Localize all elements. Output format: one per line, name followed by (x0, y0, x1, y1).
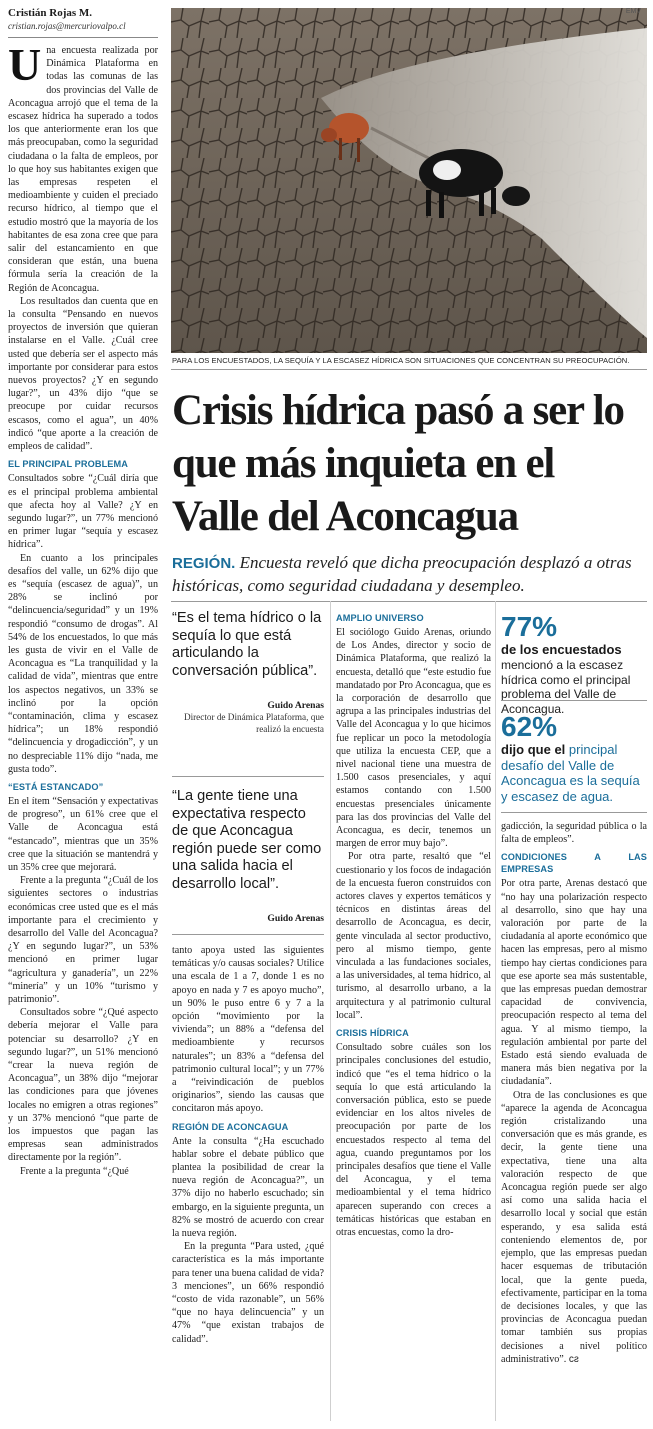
body-paragraph: Frente a la pregunta “¿Qué (20, 1165, 129, 1177)
body-paragraph: Ante la consulta “¿Ha escuchado hablar sobre el debate público que plantea la posibilidad de crear la nueva región de Aconcagua?”, un 37% dijo no haberlo escuchado; sin embargo, en la siguiente pregunta, un 82% se mostró de acuerdo con crear la nueva región. (172, 1135, 324, 1240)
headline: Crisis hídrica pasó a ser lo que más inquieta en el Valle del Aconcagua (172, 387, 624, 540)
body-paragraph: tanto apoya usted las siguientes temáticas y/o causas sociales? Utilice una escala de 1 a 7, donde 1 es no apoyo en nada y 7 es apoyo mucho”, un 90% le puso entre 6 y 7 a la opción “movimiento por la vivienda”; un 88% a “defensa del medioambiente y recursos naturales”; un 83% a “defensa del patrimonio cultural local”; y un 77% a “reivindicación de pueblos originarios”, siendo las causas que concitaron más apoyo. (172, 945, 324, 1115)
stat-description (501, 742, 647, 804)
body-paragraph (501, 1089, 647, 1366)
pull-quote-role: Director de Dinámica Plataforma, que realizó la encuesta (183, 712, 324, 734)
subheading-region-de-aconcagua: REGIÓN DE ACONCAGUA (172, 1121, 289, 1132)
column-divider (330, 601, 331, 1421)
quote-divider (172, 776, 324, 777)
caption-divider (171, 369, 647, 370)
column-divider (495, 601, 496, 1421)
lead-photo[interactable] (171, 8, 647, 353)
body-paragraph-text: Otra de las conclusiones es que “aparece la agenda de Aconcagua región cristalizando una conversación que es más grande, es decir, la gente tiene una expectativa, tiene una alta valoración respecto de que Aconcagua región puede ser algo así como una salida hacia el desarrollo local y social que están esperando, y esa salida está conteniendo elementos de, por ejemplo, que las empresas puedan hacer esquemas de tributación local, que la gente pueda, efectivamente, participar en la toma de decisiones locales, y que las provincias de Aconcagua puedan tomar también sus propias decisiones a nivel político administrativo”. (501, 1089, 647, 1365)
byline-divider (8, 37, 158, 38)
pull-quote-author: Guido Arenas (267, 913, 324, 924)
lead-paragraph-text: na encuesta realizada por Dinámica Plataforma en todas las comunas de las dos provincias del Valle de Aconcagua arrojó que el tema de la escasez hídrica ha superado a todos los que anteriormente eran los que más preocupaban, como la seguridad ciudadana o la falta de empleos, por lo que hoy sus habitantes exigen que las empresas respeten el medioambiente y cuiden el preciado recurso hídrico, al tiempo que el estudio mostró que la mayoría de los habitantes de esa zona cree que para salir del estancamiento en que consideran que están, una buena fórmula sería la creación de la Región de Aconcagua. (8, 45, 158, 294)
lead-paragraph (8, 44, 158, 295)
stat-box-2 (501, 712, 647, 804)
stat-divider (501, 700, 647, 701)
body-paragraph: Consultados sobre “¿Qué aspecto debería mejorar el Valle para potenciar su desarrollo? ¿Y en segundo lugar?”, un 51% mencionó “crear la nueva región de Aconcagua”, un 38% dijo “mejorar las condiciones para que jóvenes locales no emigren a otras regiones” y un 37% mencionó “que parte de los impuestos que pagan las empresas sean administrados directamente por la región”. (8, 1007, 158, 1164)
subheading-amplio-universo: AMPLIO UNIVERSO (336, 613, 424, 623)
deck (172, 552, 648, 597)
subheading-condiciones-empresas: CONDICIONES A LAS EMPRESAS (501, 852, 647, 875)
quote-divider (172, 934, 324, 935)
pull-quote-2 (172, 788, 324, 924)
article-column-1 (8, 6, 158, 1178)
body-paragraph: Consultados sobre “¿Cuál diría que es el principal problema ambiental que afecta hoy al Valle? ¿Y en segundo lugar?”, un 77% mencionó en primer lugar “sequía y escasez hídrica”. (8, 473, 158, 551)
body-paragraph: Consultado sobre cuáles son los principales conclusiones del estudio, indicó que “es el tema hídrico o la sequía lo que está articulando la conversación pública, esto se puede evidenciar en los altos niveles de preocupación por parte de los encuestados respecto al tema del agua, cuando preguntamos por los principales desafíos que tiene el Valle del Aconcagua, y el tema medioambiental y el tema hídrico aparecen superando con creces a temáticas históricas que estaban en otras encuestas, como la dro- (336, 1042, 491, 1238)
stat-description-text: principal desafío del Valle de Aconcagua es la sequía y escasez de agua. (501, 742, 640, 804)
deck-divider (171, 601, 647, 602)
subheading-esta-estancado: “ESTÁ ESTANCADO” (8, 781, 104, 792)
article-column-2 (172, 944, 324, 1346)
byline-name: Cristián Rojas M. (8, 7, 93, 19)
body-paragraph: Frente a la pregunta “¿Cuál de los siguientes sectores o industrias económicas cree usted que es el más importante para el crecimiento y desarrollo del Valle del Aconcagua? ¿Y en segundo lugar?”, un 53% mencionó en primer lugar “agricultura y ganadería”, un 22% “minería” y un 10% “turismo y patrimonio”. (8, 875, 158, 1006)
stat-value: 62% (501, 711, 558, 742)
stat-label: dijo que el (501, 742, 566, 757)
body-paragraph: El sociólogo Guido Arenas, oriundo de Los Andes, director y socio de Dinámica Plataforma, que realizó la encuesta, detalló que “este estudio fue mandatado por Pro Aconcagua, que es la corporación de desarrollo que agrupa a las principales industrias del Valle del Aconcagua y lo que hicimos fue replicar un poco la metodología que utiliza la encuesta CEP, que a nivel nacional tiene una muestra de 1.500 casos presenciales, y aquí estamos contando con 1.500 encuestas presenciales únicamente para las dos provincias del Valle del Aconcagua, es decir, tenemos un margen de error muy bajo”. (336, 627, 491, 850)
end-mark-icon: ᴄƨ (568, 1353, 579, 1365)
subheading-principal-problema: EL PRINCIPAL PROBLEMA (8, 459, 129, 470)
dropcap: U (8, 44, 42, 90)
deck-kicker: REGIÓN. (172, 555, 236, 572)
body-paragraph: En la pregunta “Para usted, ¿qué característica es la más importante para tener una buena calidad de vida? 3 menciones”, un 66% respondió “costo de vida razonable”, un 56% “que no haya delincuencia” y un 47% “que existan trabajos de calidad”. (172, 1241, 324, 1345)
article-column-3 (336, 612, 491, 1239)
photo-credit: EMV (625, 8, 641, 15)
article-column-4 (501, 820, 647, 1366)
body-paragraph: gadicción, la seguridad pública o la falta de empleos”. (501, 821, 647, 846)
body-paragraph: En el ítem “Sensación y expectativas de progreso”, un 61% cree que el Valle de Aconcagua está “estancado”, mientras que un 35% cree que la situación se mantendrá y un 35% cree que mejorará. (8, 795, 158, 873)
stat-label: de los encuestados (501, 642, 622, 657)
deck-text: Encuesta reveló que dicha preocupación desplazó a otras históricas, como seguridad ciudadana y desempleo. (172, 553, 632, 595)
body-paragraph: Los resultados dan cuenta que en la consulta “Pensando en nuevos proyectos de inversión que quieran instalarse en el Valle. ¿Cuál cree usted que debería ser el aspecto más importante por considerar para estos nuevos proyectos? ¿Y en segundo lugar?”, un 43% dijo “que se preocupe por cuidar recursos escasos, como el agua”, un 40% indicó “que aporte a la creación de empleos de calidad”. (8, 295, 158, 453)
pull-quote-1 (172, 610, 324, 735)
photo-illustration (171, 8, 647, 353)
body-paragraph: En cuanto a los principales desafíos del valle, un 62% dijo que es “sequía (escasez de agua)”, un 28% se inclinó por “delincuencia/seguridad” y un 19% respondió “consumo de drogas”. Al 54% de los encuestados, lo que más les gusta de vivir en el Valle de Aconcagua es “La tranquilidad y la calidad de vida”, mientras que entre los aspectos negativos, un 33% se inclinó por la opción “contaminación, clima y escasez hídrica”; un 18% respondió “delincuencia y drogadicción”, y un no despreciable 11% dijo “nada, me gusta todo”. (8, 552, 158, 775)
stat-value: 77% (501, 611, 558, 642)
photo-caption: PARA LOS ENCUESTADOS, LA SEQUÍA Y LA ESCASEZ HÍDRICA SON SITUACIONES QUE CONCENTRAN SU PREOCUPACIÓN. (172, 356, 630, 365)
body-paragraph: Por otra parte, resaltó que “el cuestionario y los focos de indagación de la encuesta fueron construidos con actores claves y expertos temáticos y técnicos en distintas áreas del desarrollo de Aconcagua, es decir, gente vinculada al sector productivo, pero al mismo tiempo, gente vinculada a las fundaciones sociales, a las universidades, al tema hídrico, al turismo, al desarrollo urbano, a la arquitectura y al patrimonio cultural local”. (336, 851, 491, 1021)
pull-quote-author: Guido Arenas (267, 700, 324, 711)
subheading-crisis-hidrica: CRISIS HÍDRICA (336, 1028, 409, 1039)
stat-description: mencionó a la escasez hídrica como el principal problema del Valle de Aconcagua. (501, 658, 631, 716)
pull-quote-text: “Es el tema hídrico o la sequía lo que está articulando la conversación pública”. (172, 610, 322, 679)
pull-quote-text: “La gente tiene una expectativa respecto de que Aconcagua región puede ser como una salida hacia el desarrollo local”. (172, 788, 322, 892)
byline-email[interactable]: cristian.rojas@mercuriovalpo.cl (8, 21, 126, 31)
body-paragraph: Por otra parte, Arenas destacó que “no hay una polarización respecto al desarrollo, sino que hay una valoración por parte de la ciudadanía al aporte económico que hacen las empresas, pero al mismo tiempo hay ciertas condiciones para que ese aporte sea más sustentable, que las empresas puedan demostrar capacidad de convivencia, preocupación respecto al tema del agua. Y al mismo tiempo, la regulación ambiental por parte del Estado está siendo evaluada de manera más bien negativa por la ciudadanía”. (501, 878, 647, 1088)
stat-divider (501, 812, 647, 813)
